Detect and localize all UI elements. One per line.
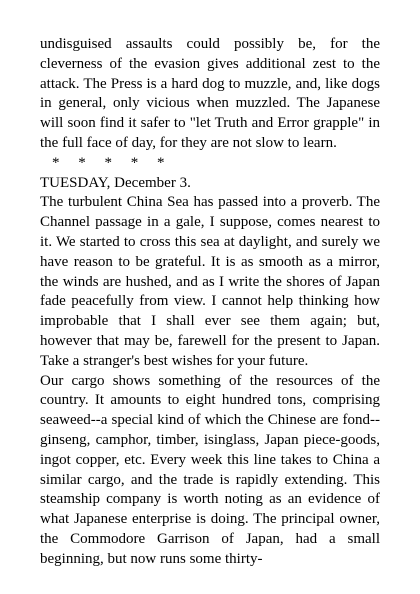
paragraph-press: undisguised assaults could possibly be, for the cleverness of the evasion gives additional zest to the attack. The Press is a hard dog to muzzle, and, like dogs in general, only vicious when muzzled. The Japanese will soon find it safer to "let Truth and Error grapple" in the full face of day, for they are not slow to learn. (40, 36, 380, 151)
section-separator: * * * * * (52, 154, 165, 171)
paragraph-cargo: Our cargo shows something of the resources of the country. It amounts to eight hundred tons, comprising seaweed--a special kind of which the Chinese are fond--ginseng, camphor, timber, isinglass, Japan piece-goods, ingot copper, etc. Every week this line takes to China a similar cargo, and the trade is rapidly extending. This steamship company is worth noting as an evidence of what Japanese enterprise is doing. The principal owner, the Commodore Garrison of Japan, had a small beginning, but now runs some thirty- (40, 372, 380, 567)
document-page (40, 35, 380, 570)
paragraph-china-sea: The turbulent China Sea has passed into a proverb. The Channel passage in a gale, I suppose, comes nearest to it. We started to cross this sea at daylight, and surely we have reason to be grateful. It is as smooth as a mirror, the winds are hushed, and as I write the shores of Japan fade peacefully from view. I cannot help thinking how improbable that I shall ever see them again; but, however that may be, farewell for the present to Japan. Take a stranger's best wishes for your future. (40, 194, 380, 369)
dateline-heading: TUESDAY, December 3. (40, 174, 191, 191)
